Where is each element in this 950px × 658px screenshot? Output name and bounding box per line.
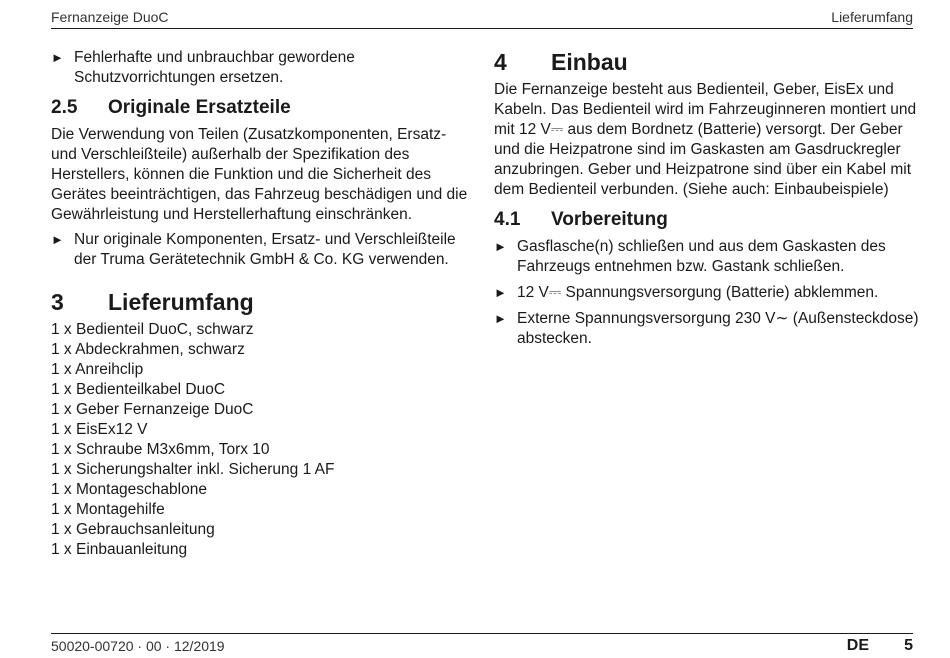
chapter-title: Einbau [551,49,628,75]
bullet-text: Fehlerhafte und unbrauchbar gewordene Schutzvorrichtungen ersetzen. [74,49,355,86]
bullet-item [51,230,471,270]
list-item: 1 x Sicherungshalter inkl. Sicherung 1 AF [51,461,335,478]
bullet-item [494,283,919,303]
section-heading-2-5 [51,96,471,120]
bullet-arrow-icon: ► [51,232,64,247]
list-item: 1 x Einbauanleitung [51,541,188,558]
section-number: 4.1 [494,209,521,230]
footer-page-number: 5 [904,637,913,654]
list-item: 1 x Gebrauchsanleitung [51,521,215,538]
bullet-text: 12 V⎓ Spannungsversorgung (Batterie) abklemmen. [517,284,879,301]
list-item: 1 x Bedienteil DuoC, schwarz [51,321,254,338]
bullet-item [51,48,471,88]
left-column [51,48,471,560]
chapter-title: Lieferumfang [108,289,254,315]
bullet-text: Nur originale Komponenten, Ersatz- und Verschleißteile der Truma Gerätetechnik GmbH & Co. KG verwenden. [74,231,456,268]
footer-document-number: 50020-00720 · 00 · 12/2019 [51,638,225,654]
list-item: 1 x Montageschablone [51,481,207,498]
list-item: 1 x Geber Fernanzeige DuoC [51,401,254,418]
list-item: 1 x Schraube M3x6mm, Torx 10 [51,441,270,458]
chapter-number: 4 [494,49,507,75]
bullet-arrow-icon: ► [494,285,507,300]
list-item: 1 x Montagehilfe [51,501,165,518]
delivery-list [51,320,471,560]
section-title: Vorbereitung [551,209,668,230]
chapter-paragraph: Die Fernanzeige besteht aus Bedienteil, Geber, EisEx und Kabeln. Das Bedienteil wird im Fahrzeuginneren montiert und mit 12 V⎓ aus dem Bordnetz (Batterie) versorgt. Der Geber und die Heizpatrone sind im Gaskasten am Gasdruckregler anzubringen. Geber und Heizpatrone sind über ein Kabel mit dem Bedienteil verbunden. (Siehe auch: Einbaubeispiele) [494,81,917,198]
chapter-heading-4 [494,48,919,76]
header-document-title: Fernanzeige DuoC [51,9,169,25]
bullet-arrow-icon: ► [51,50,64,65]
bullet-text: Externe Spannungsversorgung 230 V∼ (Außensteckdose) abstecken. [517,310,919,347]
bullet-text: Gasflasche(n) schließen und aus dem Gaskasten des Fahrzeugs entnehmen bzw. Gastank schließen. [517,238,886,275]
running-footer [51,633,913,658]
bullet-item [494,309,919,349]
running-header [51,6,913,29]
section-title: Originale Ersatzteile [108,97,291,118]
bullet-item [494,237,919,277]
section-heading-4-1 [494,208,919,232]
chapter-heading-3 [51,288,471,316]
right-column [494,48,919,355]
header-chapter-title: Lieferumfang [831,9,913,25]
list-item: 1 x Bedienteilkabel DuoC [51,381,226,398]
bullet-arrow-icon: ► [494,311,507,326]
list-item: 1 x EisEx12 V [51,421,148,438]
list-item: 1 x Abdeckrahmen, schwarz [51,341,245,358]
section-paragraph: Die Verwendung von Teilen (Zusatzkomponenten, Ersatz- und Verschleißteile) außerhalb der Spezifikation des Herstellers, können die Funktion und die Sicherheit des Gerätes beeinträchtigen, das Fahrzeug beschädigen und die Gewährleistung und Herstellerhaftung einschränken. [51,126,468,223]
list-item: 1 x Anreihclip [51,361,144,378]
bullet-arrow-icon: ► [494,239,507,254]
section-number: 2.5 [51,97,78,118]
footer-language: DE [846,637,869,654]
chapter-number: 3 [51,289,64,315]
